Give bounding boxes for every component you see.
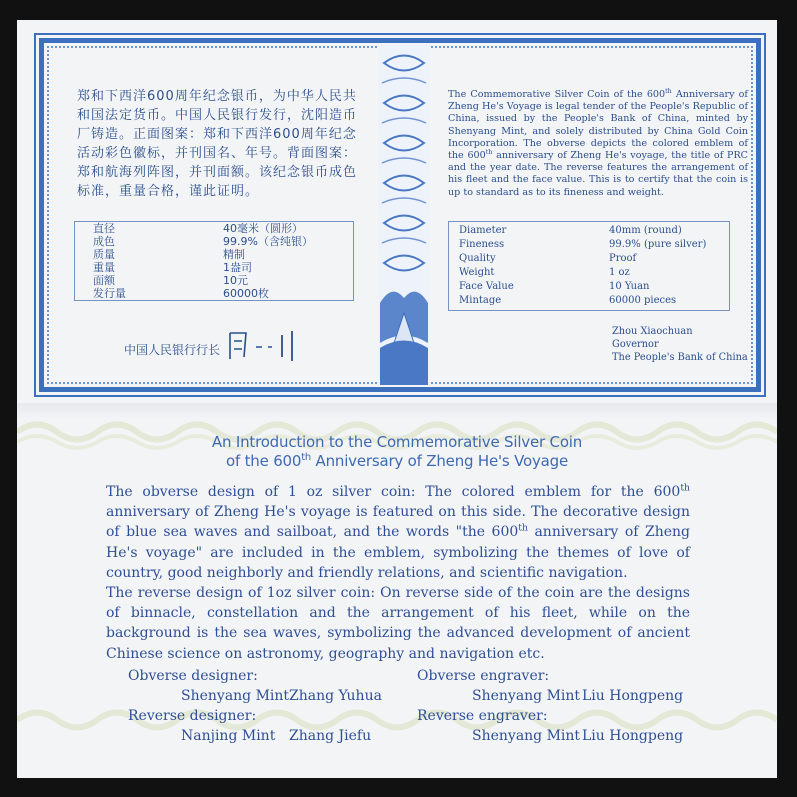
handwritten-signature xyxy=(222,325,312,365)
table-row: 质量 精制 xyxy=(93,248,245,261)
table-row: 成色 99.9%（含纯银） xyxy=(93,235,313,248)
obverse-engraver-name: Liu Hongpeng xyxy=(582,688,684,704)
english-paragraph: The Commemorative Silver Coin of the 600th Anniversary of Zheng He's Voyage is legal tender of the People's Republic of China, issued by the People's Bank of China, minted by Shenyang Mint, and solely distributed by China Gold Coin Incorporation. The obverse depicts the colored emblem of the 600th anniversary of Zheng He's voyage, the title of PRC and the year date. The reverse features the arrangement of his fleet and the face value. This is to certify that the coin is up to standard as to its fineness and weight. xyxy=(448,87,749,198)
governor-title: Governor xyxy=(612,339,659,350)
reverse-paragraph: The reverse design of 1oz silver coin: On reverse side of the coin are the designs of binnacle, constellation and the arrangement of his fleet, while on the background is the sea waves, symbolizing the advanced development of ancient Chinese science on astronomy, geography and navigation etc. xyxy=(106,585,690,662)
certificate-frame xyxy=(39,38,761,392)
governor-org: The People's Bank of China xyxy=(612,352,748,363)
obverse-designer-label: Obverse designer: xyxy=(128,668,258,684)
reverse-engraver-name: Liu Hongpeng xyxy=(582,728,684,744)
table-row: 重量 1盎司 xyxy=(93,261,252,274)
intro-title-line-1: An Introduction to the Commemorative Silver Coin xyxy=(211,433,583,451)
english-column xyxy=(434,43,756,387)
chinese-signature-label: 中国人民银行行长 xyxy=(124,343,221,357)
chinese-paragraph: 郑和下西洋600周年纪念银币，为中华人民共和国法定货币。中国人民银行发行，沈阳造币厂铸造。正面图案：郑和下西洋600周年纪念活动彩色徽标，并刊国名、年号。背面图案：郑和航海列阵图，并刊面额。该纪念银币成色标准，重量合格，谨此证明。 xyxy=(77,89,358,199)
english-specs-table xyxy=(448,221,730,311)
obverse-designer-name: Zhang Yuhua xyxy=(289,688,382,704)
table-row: Weight 1 oz xyxy=(459,267,630,278)
reverse-engraver-label: Reverse engraver: xyxy=(417,708,548,724)
intro-title-line-2: of the 600th Anniversary of Zheng He's Voyage xyxy=(225,452,569,470)
table-row: Mintage 60000 pieces xyxy=(459,295,677,306)
chinese-specs-table xyxy=(74,221,354,301)
governor-block xyxy=(612,325,748,364)
reverse-designer-label: Reverse designer: xyxy=(128,708,257,724)
table-row: Diameter 40mm (round) xyxy=(459,225,682,236)
reverse-engraver-org: Shenyang Mint xyxy=(472,728,581,744)
intro-body xyxy=(106,482,690,664)
table-row: 面额 10元 xyxy=(93,274,248,287)
wave-ornament xyxy=(374,43,434,387)
obverse-engraver-label: Obverse engraver: xyxy=(417,668,550,684)
certificate-paper xyxy=(17,20,777,778)
obverse-designer-org: Shenyang Mint xyxy=(181,688,290,704)
table-row: Quality Proof xyxy=(459,253,637,264)
table-row: Face Value 10 Yuan xyxy=(459,281,650,292)
governor-name: Zhou Xiaochuan xyxy=(612,326,693,337)
reverse-designer-org: Nanjing Mint xyxy=(181,728,276,744)
reverse-designer-name: Zhang Jiefu xyxy=(289,728,372,744)
obverse-paragraph: The obverse design of 1 oz silver coin: The colored emblem for the 600th anniversary of Zheng He's voyage is featured on this side. The decorative design of blue sea waves and sailboat, and the words "the 600th anniversary of Zheng He's voyage" are included in the emblem, symbolizing the themes of love of country, good neighborly and friendly relations, and scientific navigation. xyxy=(106,482,690,581)
chinese-column xyxy=(44,43,374,387)
table-row: 直径 40毫米（圆形） xyxy=(93,222,303,235)
obverse-engraver-org: Shenyang Mint xyxy=(472,688,581,704)
table-row: Fineness 99.9% (pure silver) xyxy=(459,239,707,250)
table-row: 发行量 60000枚 xyxy=(93,287,269,300)
